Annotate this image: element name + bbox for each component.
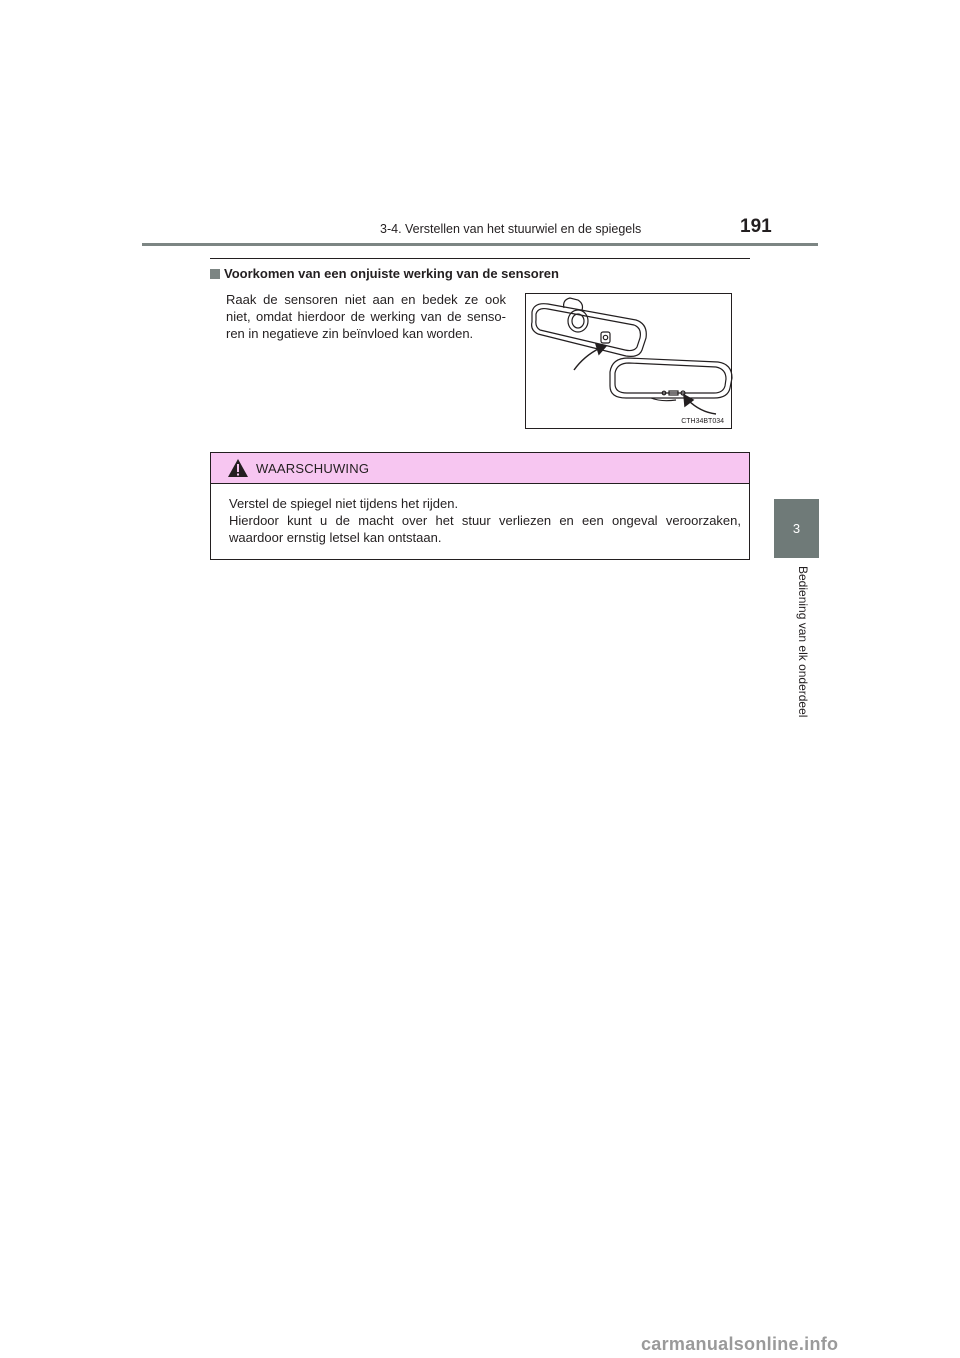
warning-triangle-icon	[227, 458, 249, 478]
chapter-label: Bediening van elk onderdeel	[796, 566, 810, 718]
warning-line-1: Verstel de spiegel niet tijdens het rijden.	[229, 496, 459, 511]
mirror-sensor-figure	[525, 293, 732, 429]
section-body: Raak de sensoren niet aan en bedek ze ook niet, omdat hierdoor de werking van de senso-ren in negatieve zin beïnvloed kan worden.	[226, 292, 506, 341]
header-rule	[142, 243, 818, 246]
warning-line-2: Hierdoor kunt u de macht over het stuur verliezen en een ongeval veroorzaken, waardoor ernstig letsel kan ontstaan.	[229, 513, 741, 545]
page-number: 191	[740, 216, 772, 237]
warning-body	[211, 484, 749, 546]
warning-header	[211, 453, 749, 484]
chapter-tab	[774, 499, 819, 558]
watermark: carmanualsonline.info	[641, 1334, 839, 1354]
header-title: 3-4. Verstellen van het stuurwiel en de spiegels	[380, 222, 642, 236]
warning-box	[210, 452, 750, 560]
mirror-illustration	[526, 294, 733, 430]
section-heading	[210, 266, 750, 281]
section-rule	[210, 258, 750, 259]
section-heading-text: Voorkomen van een onjuiste werking van de sensoren	[224, 266, 559, 281]
warning-label: WAARSCHUWING	[256, 461, 370, 476]
chapter-number: 3	[792, 521, 801, 536]
figure-code: CTH34BT034	[681, 418, 724, 425]
heading-square-icon	[210, 269, 220, 279]
